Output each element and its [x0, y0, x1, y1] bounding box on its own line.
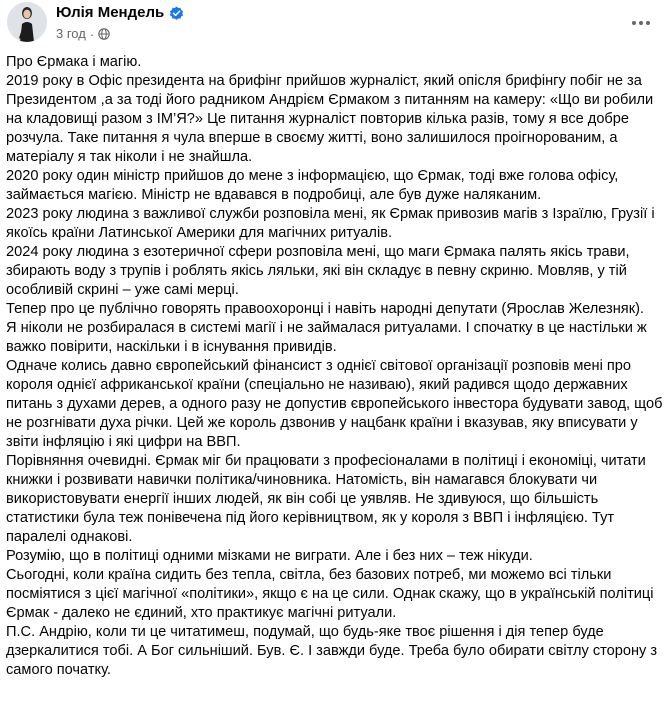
more-options-button[interactable] — [623, 9, 659, 37]
post-paragraph: 2019 року в Офіс президента на брифінг прийшов журналіст, який опісля брифінгу побіг не за Президентом ,а за тоді його радником Андрієм Єрмаком з питанням на камеру: «Що ви робили на кладовищі разом з ІМ’Я?» Це питання журналіст повторив кілька разів, тому я все добре розчула. Таке питання я чула вперше в своєму житті, воно залишилося проігнорованим, а матеріалу я так ніколи і не знайшла. — [6, 73, 654, 165]
post-text — [6, 53, 666, 680]
post-paragraph: Про Єрмака і магію. — [6, 54, 142, 70]
more-options-icon-dot — [639, 21, 643, 25]
post-paragraph: 2024 року людина з езотеричної сфери розповіла мені, що маги Єрмака палять якісь трави, збирають воду з трупів і роблять якісь ляльки, які він складує в певну скриню. Мовляв, у тій особливій скрині – уже самі мерці. — [6, 244, 630, 298]
post-timestamp[interactable]: 3 год — [56, 26, 86, 41]
post-paragraph: Одначе колись давно європейський фінансист з однієї світової організації розповів мені про короля однієї африканської країни (спеціально не називаю), який радився щодо державних питань з духами дерев, а одного разу не допустив європейського інвестора будувати завод, щоб не розгнівати духа річки. Цей же король дзвонив у нацбанк країни і вказував, яку вписувати у звіти інфляцію і які цифри на ВВП. — [6, 358, 663, 450]
verified-badge-icon — [169, 6, 184, 21]
post-meta — [56, 25, 110, 43]
globe-icon[interactable] — [98, 28, 110, 40]
post-paragraph: Я ніколи не розбиралася в системі магії і не займалася ритуалами. І спочатку в це настільки ж важко повірити, наскільки і в існування привидів. — [6, 320, 647, 355]
post-paragraph: 2023 року людина з важливої служби розповіла мені, як Єрмак привозив магів з Ізраїлю, Грузії і якоїсь країни Латинської Америки для магічних ритуалів. — [6, 206, 655, 241]
author-line — [56, 3, 184, 23]
post-header — [7, 2, 667, 46]
avatar-portrait-icon — [7, 2, 47, 42]
more-options-icon-dot — [646, 21, 650, 25]
post-paragraph: П.С. Андрію, коли ти це читатимеш, подумай, що будь-яке твоє рішення і дія тепер буде дзеркалитися тобі. А Бог сильніший. Був. Є. І завжди буде. Треба було обирати світлу сторону з самого початку. — [6, 624, 658, 678]
post-paragraph: 2020 року один міністр прийшов до мене з інформацією, що Єрмак, тоді вже голова офісу, займається магією. Міністр не вдавався в подробиці, але був дуже наляканим. — [6, 168, 619, 203]
more-options-icon — [632, 21, 636, 25]
post-paragraph: Порівняння очевидні. Єрмак міг би працювати з професіоналами в політиці і економіці, читати книжки і розвивати навички політика/чиновника. Натомість, він намагався блокувати чи використовувати енергії інших людей, як він собі це уявляв. Не здивуюся, що більшість статистики була теж понівечена під його керівництвом, як у короля з ВВП і інфляцією. Тут паралелі однакові. — [6, 453, 646, 545]
author-avatar[interactable] — [7, 2, 47, 42]
post-paragraph: Сьогодні, коли країна сидить без тепла, світла, без базових потреб, ми можемо всі тільки посміятися з цієї магічної «політики», якщо є на це сили. Однак скажу, що в українській політиці Єрмак - далеко не єдиний, хто практикує магічні ритуали. — [6, 567, 654, 621]
meta-separator: · — [89, 26, 95, 42]
post-paragraph: Тепер про це публічно говорять правоохоронці і навіть народні депутати (Ярослав Железняк). — [6, 301, 644, 317]
post-paragraph: Розумію, що в політиці одними мізками не виграти. Але і без них – теж нікуди. — [6, 548, 533, 564]
author-name[interactable]: Юлія Мендель — [56, 4, 165, 21]
